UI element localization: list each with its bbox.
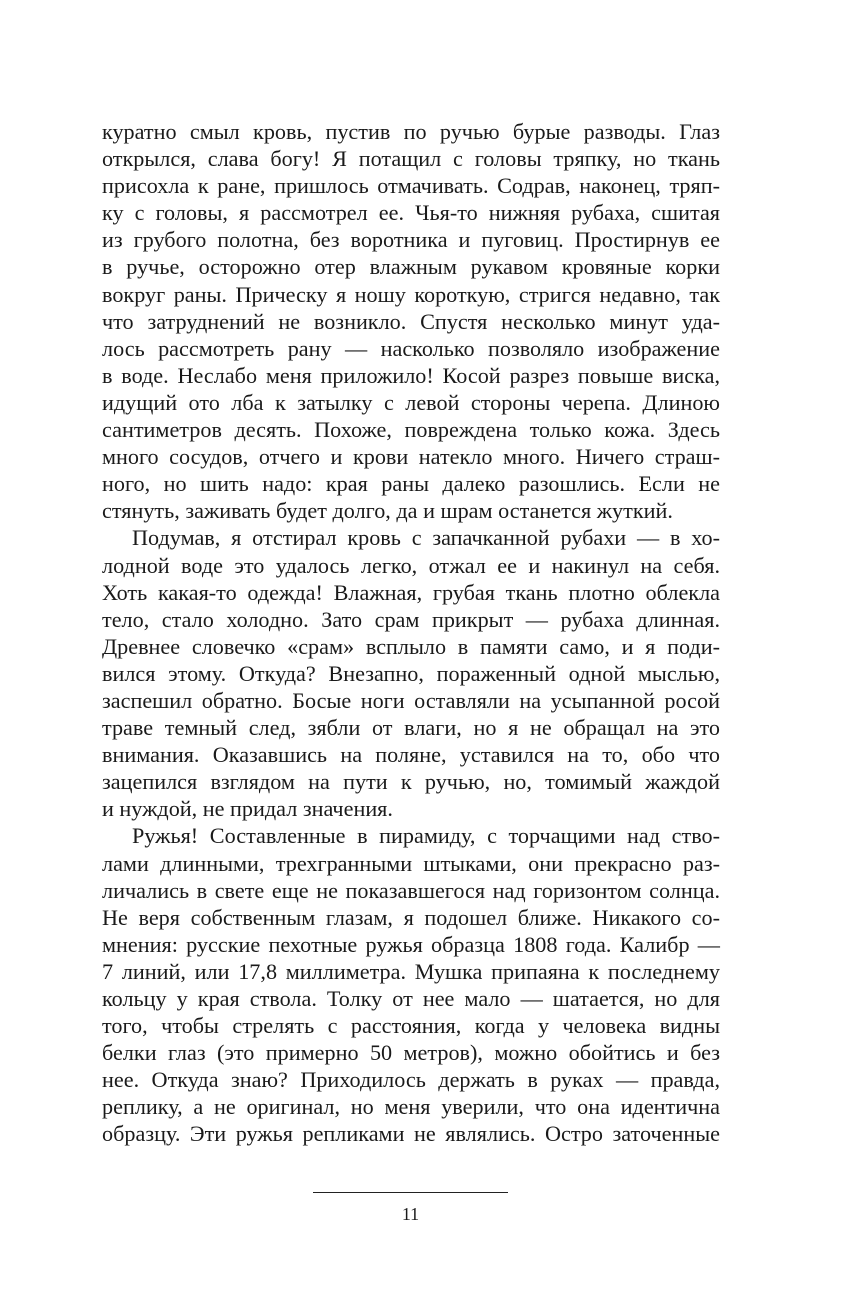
- text-line: и нуждой, не придал значения.: [102, 796, 393, 822]
- text-line: вокруг раны. Прическу я ношу короткую, стригся недавно, так: [102, 281, 720, 307]
- paragraph-3: [102, 822, 720, 1147]
- text-line: в воде. Неслабо меня приложило! Косой разрез повыше виска,: [102, 362, 720, 388]
- paragraph-1: [102, 118, 720, 524]
- text-line: присохла к ране, пришлось отмачивать. Содрав, наконец, тряп-: [102, 173, 720, 199]
- text-line: Хоть какая-то одежда! Влажная, грубая ткань плотно облекла: [102, 579, 720, 605]
- text-line: нее. Откуда знаю? Приходилось держать в руках — правда,: [102, 1067, 720, 1093]
- page-number: 11: [401, 1204, 420, 1224]
- text-line: лось рассмотреть рану — насколько позволяло изображение: [102, 335, 720, 361]
- text-line: реплику, а не оригинал, но меня уверили, что она идентична: [102, 1094, 720, 1120]
- text-line: кольцу у края ствола. Толку от нее мало — шатается, но для: [102, 986, 720, 1011]
- page-body: [102, 118, 720, 1148]
- text-line: ку с головы, я рассмотрел ее. Чья-то нижняя рубаха, сшитая: [102, 200, 720, 226]
- footer-rule: [313, 1192, 508, 1193]
- text-line: того, чтобы стрелять с расстояния, когда у человека видны: [102, 1013, 720, 1039]
- text-line: мнения: русские пехотные ружья образца 1808 года. Калибр —: [102, 931, 720, 957]
- text-line: Древнее словечко «срам» всплыло в памяти само, и я поди-: [102, 633, 720, 659]
- text-line: Подумав, я отстирал кровь с запачканной рубахи — в хо-: [132, 525, 720, 551]
- text-line: тело, стало холодно. Зато срам прикрыт — рубаха длинная.: [102, 606, 720, 632]
- text-line: зацепился взглядом на пути к ручью, но, томимый жаждой: [102, 769, 720, 795]
- text-line: ного, но шить надо: края раны далеко разошлись. Если не: [102, 471, 720, 497]
- text-line: идущий ото лба к затылку с левой стороны черепа. Длиною: [102, 389, 720, 415]
- text-line: открылся, слава богу! Я потащил с головы тряпку, но ткань: [102, 146, 720, 172]
- text-line: в ручье, осторожно отер влажным рукавом кровяные корки: [102, 254, 720, 280]
- text-line: траве темный след, зябли от влаги, но я не обращал на это: [102, 715, 720, 741]
- text-line: сантиметров десять. Похоже, повреждена только кожа. Здесь: [102, 417, 720, 443]
- text-line: лодной воде это удалось легко, отжал ее и накинул на себя.: [102, 552, 720, 578]
- text-line: белки глаз (это примерно 50 метров), можно обойтись и без: [102, 1040, 720, 1066]
- text-line: 7 линий, или 17,8 миллиметра. Мушка припаяна к последнему: [102, 958, 720, 984]
- text-line: из грубого полотна, без воротника и пуговиц. Простирнув ее: [102, 227, 720, 253]
- text-line: что затруднений не возникло. Спустя несколько минут уда-: [102, 308, 720, 334]
- text-line: Не веря собственным глазам, я подошел ближе. Никакого со-: [102, 904, 720, 930]
- text-line: личались в свете еще не показавшегося над горизонтом солнца.: [102, 877, 720, 903]
- text-line: вился этому. Откуда? Внезапно, пораженный одной мыслью,: [102, 660, 720, 686]
- text-line: стянуть, заживать будет долго, да и шрам останется жуткий.: [102, 498, 673, 524]
- text-line: внимания. Оказавшись на поляне, уставился на то, обо что: [102, 742, 720, 768]
- paragraph-2: [102, 524, 720, 822]
- text-line: Ружья! Составленные в пирамиду, с торчащими над ство-: [132, 823, 720, 849]
- text-line: лами длинными, трехгранными штыками, они прекрасно раз-: [102, 850, 720, 876]
- text-line: много сосудов, отчего и крови натекло много. Ничего страш-: [102, 444, 720, 470]
- text-line: заспешил обратно. Босые ноги оставляли на усыпанной росой: [102, 687, 720, 713]
- text-line: куратно смыл кровь, пустив по ручью бурые разводы. Глаз: [102, 119, 720, 144]
- text-line: образцу. Эти ружья репликами не являлись. Остро заточенные: [102, 1121, 720, 1147]
